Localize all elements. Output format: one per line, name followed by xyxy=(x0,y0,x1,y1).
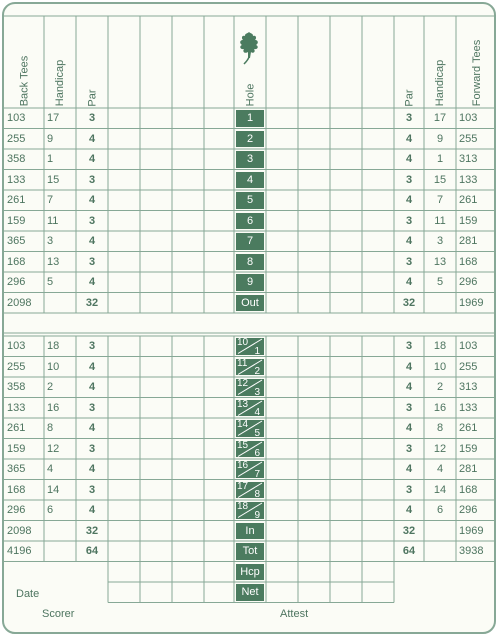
handicap-left: 5 xyxy=(47,276,54,289)
back-nine-hole-sub-number: 8 xyxy=(254,489,260,500)
handicap-left: 18 xyxy=(47,340,60,353)
forward-tees-yardage: 281 xyxy=(459,235,478,248)
back-nine-hole-number: 12 xyxy=(237,378,249,389)
par-left: 3 xyxy=(88,340,96,353)
par-right: 4 xyxy=(405,504,413,517)
handicap-right: 3 xyxy=(436,235,444,248)
handicap-left: 6 xyxy=(47,504,54,517)
handicap-right: 10 xyxy=(433,360,447,373)
header-forward-tees xyxy=(456,18,496,106)
hole-number: 5 xyxy=(236,192,264,209)
handicap-right: 18 xyxy=(433,340,447,353)
in_row-par-left-total: 32 xyxy=(85,524,99,537)
par-right: 3 xyxy=(405,442,413,455)
par-left: 4 xyxy=(88,153,96,166)
par-left: 4 xyxy=(88,235,96,248)
back-tees-yardage: 168 xyxy=(7,483,26,496)
forward-tees-yardage: 255 xyxy=(459,360,478,373)
header-label: Hole xyxy=(243,83,256,106)
back-tees-yardage: 365 xyxy=(7,463,26,476)
in_row-par-right-total: 32 xyxy=(402,524,416,537)
handicap-left: 1 xyxy=(47,153,54,166)
par-left: 3 xyxy=(88,442,96,455)
header-label: Forward Tees xyxy=(471,39,484,107)
oak-leaf-icon xyxy=(236,30,262,66)
back-nine-hole-sub-number: 4 xyxy=(254,407,260,418)
in_row-back-tees-total: 2098 xyxy=(7,524,32,537)
back-tees-yardage: 133 xyxy=(7,173,26,186)
back-nine-hole-number: 13 xyxy=(237,398,249,410)
back-nine-hole-number: 18 xyxy=(237,501,249,512)
handicap-right: 7 xyxy=(436,194,444,207)
back-nine-hole-number: 15 xyxy=(237,439,249,451)
handicap-left: 11 xyxy=(47,214,59,227)
scorecard xyxy=(2,2,496,634)
handicap-right: 12 xyxy=(433,442,447,455)
handicap-left: 13 xyxy=(47,255,60,268)
par-left: 4 xyxy=(88,504,96,517)
handicap-left: 16 xyxy=(47,401,60,414)
hole-number: 2 xyxy=(236,131,264,148)
header-handicap-right xyxy=(424,18,456,106)
back-nine-hole-number: 16 xyxy=(237,460,249,471)
header-label: Par xyxy=(403,88,416,107)
back-nine-hole-sub-number: 9 xyxy=(254,509,260,521)
back-nine-hole-number: 14 xyxy=(237,419,249,430)
forward-tees-yardage: 261 xyxy=(459,422,478,435)
par-right: 3 xyxy=(405,112,413,125)
back-tees-yardage: 255 xyxy=(7,132,26,145)
back-tees-yardage: 255 xyxy=(7,360,26,373)
attest-label: Attest xyxy=(280,608,309,620)
back-nine-hole-sub-number: 3 xyxy=(254,386,260,398)
hole-number-split xyxy=(236,400,264,417)
par-left: 3 xyxy=(88,255,96,268)
par-left: 4 xyxy=(88,422,96,435)
par-right: 4 xyxy=(405,381,413,394)
hole-number-split xyxy=(236,461,264,478)
handicap-right: 15 xyxy=(433,173,447,186)
tot_row-par-left-total: 64 xyxy=(85,545,99,558)
forward-tees-yardage: 313 xyxy=(459,153,478,166)
forward-tees-yardage: 255 xyxy=(459,132,478,145)
out_row-label: Out xyxy=(236,295,264,312)
hole-number-split xyxy=(236,420,264,437)
back-tees-yardage: 168 xyxy=(7,255,26,268)
out_row-par-right-total: 32 xyxy=(402,296,416,309)
par-right: 3 xyxy=(405,401,413,414)
header-handicap-left xyxy=(44,18,76,106)
header-label: Par xyxy=(86,88,99,107)
handicap-left: 10 xyxy=(47,360,60,373)
handicap-left: 15 xyxy=(47,173,60,186)
header-par-left xyxy=(76,18,108,106)
par-left: 4 xyxy=(88,276,96,289)
tot_row-forward-tees-total: 3938 xyxy=(459,545,484,558)
hole-number: 1 xyxy=(236,110,264,127)
header-back-tees xyxy=(4,18,44,106)
in_row-label: In xyxy=(236,523,264,540)
handicap-left: 4 xyxy=(47,463,54,476)
back-nine-hole-sub-number: 5 xyxy=(254,427,260,439)
back-nine-hole-number: 11 xyxy=(237,357,248,369)
par-left: 4 xyxy=(88,381,96,394)
forward-tees-yardage: 281 xyxy=(459,463,478,476)
handicap-right: 4 xyxy=(436,463,444,476)
forward-tees-yardage: 133 xyxy=(459,401,478,414)
forward-tees-yardage: 296 xyxy=(459,504,478,517)
par-left: 3 xyxy=(88,112,96,125)
back-tees-yardage: 133 xyxy=(7,401,26,414)
par-left: 4 xyxy=(88,132,96,145)
par-right: 4 xyxy=(405,276,413,289)
handicap-left: 12 xyxy=(47,442,60,455)
handicap-left: 3 xyxy=(47,235,54,248)
back-nine-hole-sub-number: 1 xyxy=(254,345,260,357)
forward-tees-yardage: 103 xyxy=(459,112,478,125)
par-left: 4 xyxy=(88,194,96,207)
handicap-right: 16 xyxy=(433,401,447,414)
back-nine-hole-sub-number: 6 xyxy=(254,448,260,459)
back-nine-hole-number: 10 xyxy=(237,337,249,348)
par-right: 3 xyxy=(405,214,413,227)
tot_row-label: Tot xyxy=(236,543,264,560)
header-label: Handicap xyxy=(434,59,447,107)
back-tees-yardage: 159 xyxy=(7,214,26,227)
hole-number: 4 xyxy=(236,172,264,189)
handicap-right: 14 xyxy=(433,483,447,496)
hole-number-split xyxy=(236,379,264,396)
par-right: 3 xyxy=(405,255,413,268)
back-nine-hole-sub-number: 7 xyxy=(254,468,260,480)
hole-number-split xyxy=(236,338,264,355)
forward-tees-yardage: 103 xyxy=(459,340,478,353)
par-right: 4 xyxy=(405,153,413,166)
par-right: 4 xyxy=(405,235,413,248)
hole-number-split xyxy=(236,482,264,499)
handicap-right: 5 xyxy=(436,276,444,289)
par-left: 4 xyxy=(88,360,96,373)
back-nine-hole-sub-number: 2 xyxy=(254,366,260,377)
date-label: Date xyxy=(16,588,40,600)
hole-number: 3 xyxy=(236,151,264,168)
scorer-label: Scorer xyxy=(42,608,75,620)
handicap-right: 1 xyxy=(436,153,444,166)
in_row-forward-tees-total: 1969 xyxy=(459,524,484,537)
hole-number: 9 xyxy=(236,274,264,291)
par-right: 4 xyxy=(405,132,413,145)
par-left: 4 xyxy=(88,463,96,476)
forward-tees-yardage: 296 xyxy=(459,276,478,289)
net-label: Net xyxy=(236,584,264,601)
handicap-left: 14 xyxy=(47,483,60,496)
par-left: 3 xyxy=(88,483,96,496)
par-right: 3 xyxy=(405,173,413,186)
out_row-par-left-total: 32 xyxy=(85,296,99,309)
hole-number-split xyxy=(236,441,264,458)
forward-tees-yardage: 159 xyxy=(459,442,478,455)
forward-tees-yardage: 159 xyxy=(459,214,478,227)
par-left: 3 xyxy=(88,401,96,414)
back-tees-yardage: 159 xyxy=(7,442,26,455)
header-par-right xyxy=(394,18,424,106)
back-tees-yardage: 103 xyxy=(7,112,26,125)
handicap-left: 8 xyxy=(47,422,54,435)
handicap-right: 11 xyxy=(434,214,446,227)
handicap-right: 17 xyxy=(433,112,447,125)
hcp-label: Hcp xyxy=(236,564,264,581)
back-tees-yardage: 296 xyxy=(7,504,26,517)
par-right: 4 xyxy=(405,422,413,435)
handicap-left: 2 xyxy=(47,381,54,394)
par-right: 3 xyxy=(405,340,413,353)
forward-tees-yardage: 168 xyxy=(459,483,478,496)
back-tees-yardage: 261 xyxy=(7,194,26,207)
forward-tees-yardage: 261 xyxy=(459,194,478,207)
handicap-left: 9 xyxy=(47,132,54,145)
out_row-back-tees-total: 2098 xyxy=(7,296,32,309)
hole-number: 8 xyxy=(236,254,264,271)
handicap-left: 7 xyxy=(47,194,54,207)
handicap-right: 2 xyxy=(436,381,444,394)
par-right: 4 xyxy=(405,194,413,207)
back-nine-hole-number: 17 xyxy=(237,480,249,492)
hole-number: 7 xyxy=(236,233,264,250)
par-right: 3 xyxy=(405,483,413,496)
back-tees-yardage: 103 xyxy=(7,340,26,353)
back-tees-yardage: 365 xyxy=(7,235,26,248)
handicap-right: 9 xyxy=(436,132,444,145)
back-tees-yardage: 358 xyxy=(7,381,26,394)
forward-tees-yardage: 168 xyxy=(459,255,478,268)
par-left: 3 xyxy=(88,173,96,186)
handicap-right: 6 xyxy=(436,504,444,517)
par-left: 3 xyxy=(88,214,96,227)
hole-number-split xyxy=(236,502,264,519)
tot_row-par-right-total: 64 xyxy=(402,545,416,558)
handicap-right: 13 xyxy=(433,255,447,268)
handicap-right: 8 xyxy=(436,422,444,435)
hole-number-split xyxy=(236,359,264,376)
back-tees-yardage: 296 xyxy=(7,276,26,289)
header-label: Back Tees xyxy=(17,55,30,106)
forward-tees-yardage: 133 xyxy=(459,173,478,186)
par-right: 4 xyxy=(405,360,413,373)
back-tees-yardage: 358 xyxy=(7,153,26,166)
hole-number: 6 xyxy=(236,213,264,230)
back-tees-yardage: 261 xyxy=(7,422,26,435)
out_row-forward-tees-total: 1969 xyxy=(459,296,484,309)
par-right: 4 xyxy=(405,463,413,476)
forward-tees-yardage: 313 xyxy=(459,381,478,394)
header-label: Handicap xyxy=(54,59,67,107)
handicap-left: 17 xyxy=(47,112,60,125)
tot_row-back-tees-total: 4196 xyxy=(7,545,32,558)
